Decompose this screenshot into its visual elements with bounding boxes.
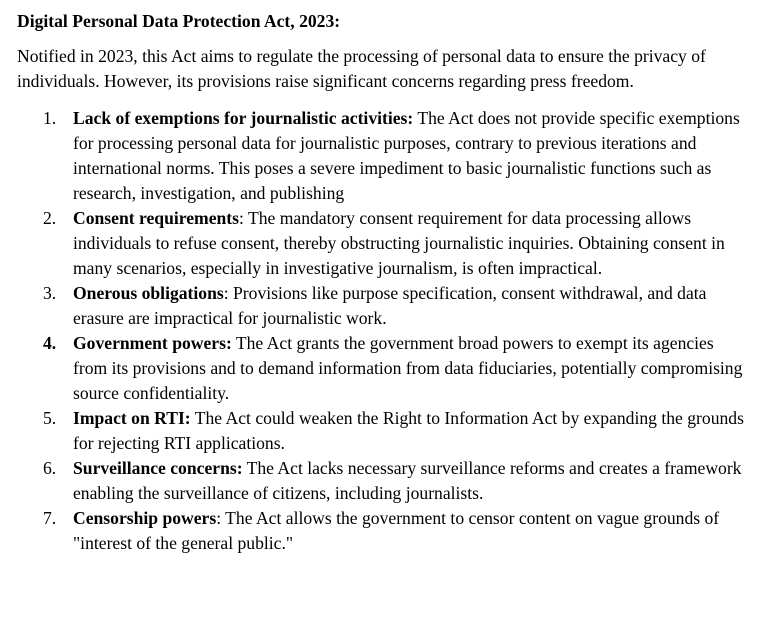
list-item [17,456,746,506]
list-item [17,506,746,556]
list-item [17,406,746,456]
list-item-number: 5. [43,408,57,428]
list-item-text: The Act grants the government broad powers to exempt its agencies from its provisions and to demand information from data fiduciaries, potentially compromising source confidentiality. [73,333,743,403]
list-item-term: Impact on RTI: [73,408,191,428]
list-item [17,106,746,206]
list-item-term: Government powers: [73,333,232,353]
list-item-number: 6. [43,458,57,478]
document-heading: Digital Personal Data Protection Act, 2023: [17,11,341,31]
intro-paragraph: Notified in 2023, this Act aims to regulate the processing of personal data to ensure the privacy of individuals. However, its provisions raise significant concerns regarding press freedom. [17,46,706,91]
list-item [17,281,746,331]
list-item-term: Consent requirements [73,208,239,228]
list-item-text: The Act could weaken the Right to Information Act by expanding the grounds for rejecting RTI applications. [73,408,744,453]
concerns-list [17,106,746,556]
list-item-term: Lack of exemptions for journalistic activities: [73,108,414,128]
list-item-number: 7. [43,508,57,528]
list-item-text: : The mandatory consent requirement for data processing allows individuals to refuse consent, thereby obstructing journalistic inquiries. Obtaining consent in many scenarios, especially in investigative journalism, is often impractical. [73,208,725,278]
list-item-number: 4. [43,333,57,353]
list-item-number: 1. [43,108,57,128]
list-item-text: The Act lacks necessary surveillance reforms and creates a framework enabling the surveillance of citizens, including journalists. [73,458,742,503]
list-item [17,206,746,281]
list-item [17,331,746,406]
list-item-term: Surveillance concerns: [73,458,243,478]
list-item-text: : Provisions like purpose specification, consent withdrawal, and data erasure are impractical for journalistic work. [73,283,707,328]
list-item-term: Censorship powers [73,508,217,528]
list-item-text: The Act does not provide specific exemptions for processing personal data for journalistic purposes, contrary to previous iterations and international norms. This poses a severe impediment to basic journalistic functions such as research, investigation, and publishing [73,108,740,203]
list-item-number: 3. [43,283,57,303]
list-item-text: : The Act allows the government to censor content on vague grounds of "interest of the general public." [73,508,720,553]
list-item-term: Onerous obligations [73,283,224,303]
list-item-number: 2. [43,208,57,228]
